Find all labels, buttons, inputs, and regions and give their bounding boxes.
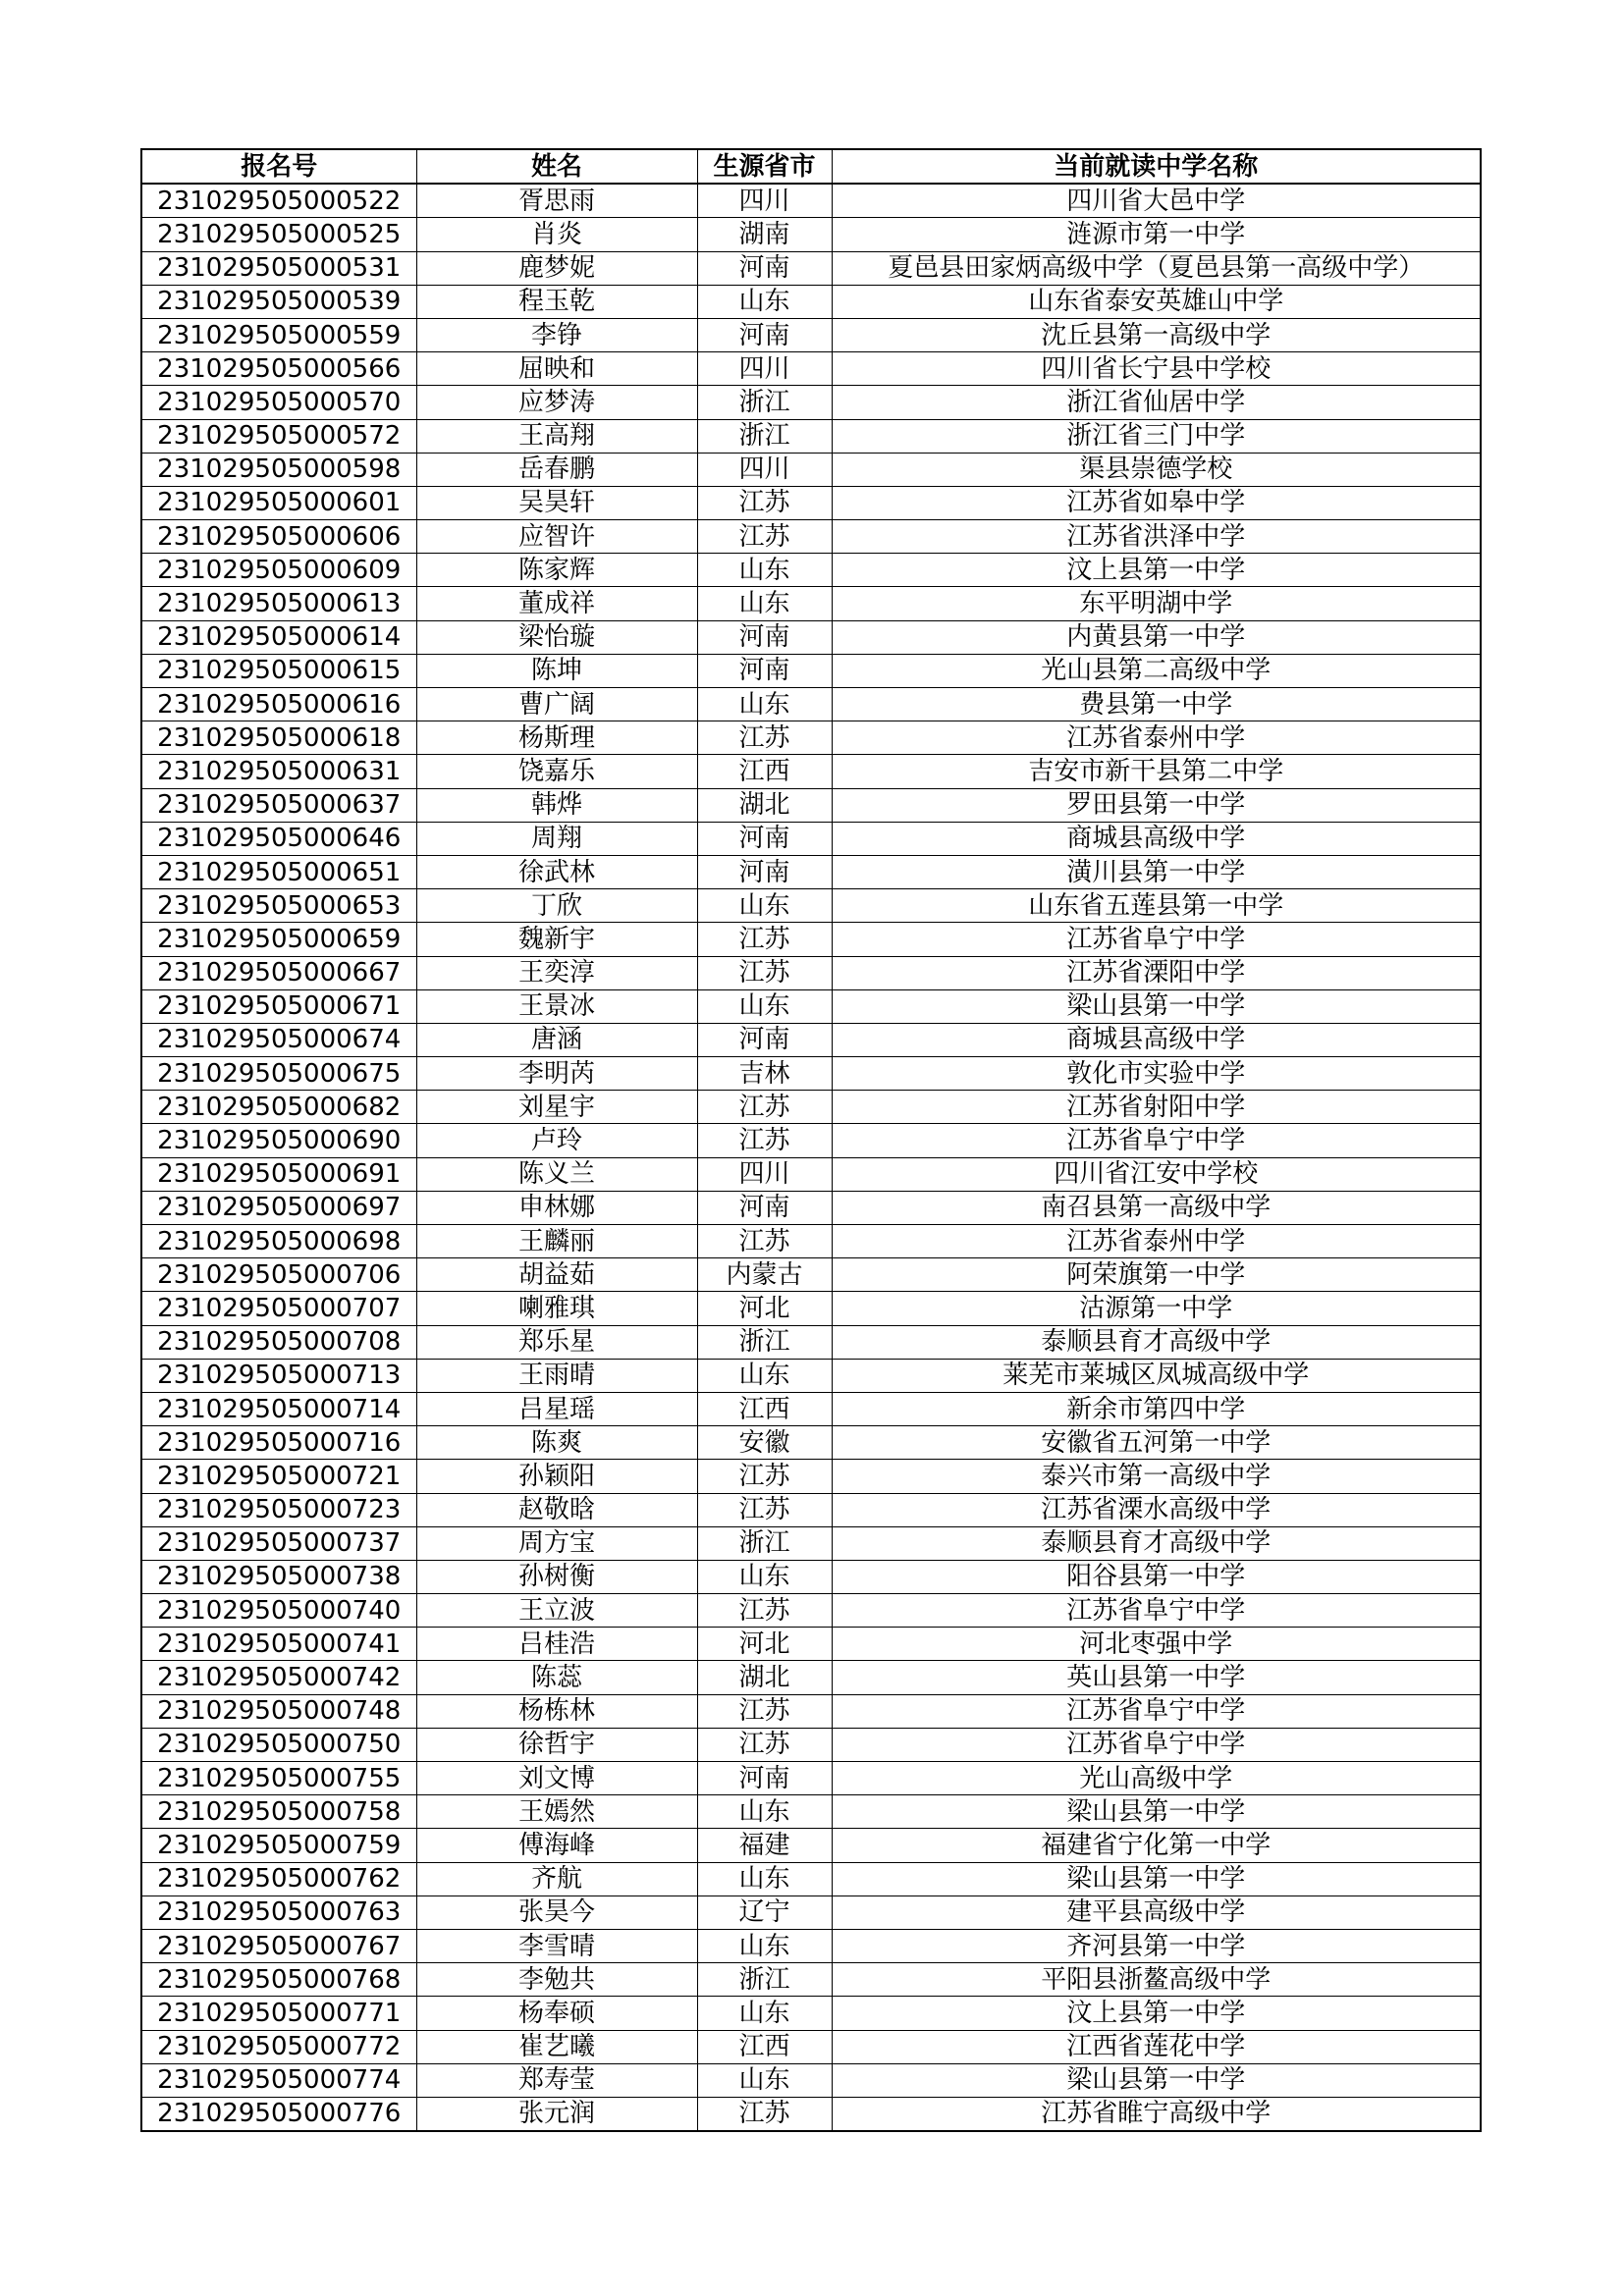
- province-cell: 江西: [697, 2030, 832, 2063]
- name-cell: 李明芮: [416, 1057, 697, 1091]
- name-cell: 傅海峰: [416, 1829, 697, 1862]
- province-cell: 河南: [697, 620, 832, 654]
- registration-number-cell: 231029505000771: [141, 1997, 416, 2030]
- school-cell: 梁山县第一中学: [832, 2063, 1481, 2097]
- table-row: [141, 822, 1481, 855]
- registration-number-cell: 231029505000659: [141, 923, 416, 956]
- name-cell: 郑乐星: [416, 1325, 697, 1359]
- table-row: [141, 1325, 1481, 1359]
- table-row: [141, 1225, 1481, 1258]
- name-cell: 王奕淳: [416, 956, 697, 989]
- name-cell: 卢玲: [416, 1124, 697, 1157]
- province-cell: 浙江: [697, 419, 832, 453]
- school-cell: 江苏省溧水高级中学: [832, 1493, 1481, 1526]
- name-cell: 孙颖阳: [416, 1460, 697, 1493]
- table-row: [141, 1661, 1481, 1694]
- registration-number-cell: 231029505000601: [141, 486, 416, 519]
- school-cell: 泰兴市第一高级中学: [832, 1460, 1481, 1493]
- name-cell: 张昊今: [416, 1896, 697, 1929]
- province-cell: 江苏: [697, 486, 832, 519]
- name-cell: 陈家辉: [416, 554, 697, 587]
- name-cell: 王立波: [416, 1594, 697, 1628]
- school-cell: 新余市第四中学: [832, 1392, 1481, 1425]
- header-name: 姓名: [416, 149, 697, 184]
- table-row: [141, 1862, 1481, 1896]
- registration-number-cell: 231029505000691: [141, 1157, 416, 1191]
- registration-number-cell: 231029505000566: [141, 352, 416, 386]
- registration-number-cell: 231029505000690: [141, 1124, 416, 1157]
- table-row: [141, 184, 1481, 218]
- registration-number-cell: 231029505000759: [141, 1829, 416, 1862]
- province-cell: 河南: [697, 654, 832, 687]
- school-cell: 潢川县第一中学: [832, 855, 1481, 888]
- school-cell: 莱芜市莱城区凤城高级中学: [832, 1359, 1481, 1392]
- name-cell: 王雨晴: [416, 1359, 697, 1392]
- province-cell: 河北: [697, 1292, 832, 1325]
- name-cell: 胥思雨: [416, 184, 697, 218]
- school-cell: 江苏省阜宁中学: [832, 1124, 1481, 1157]
- table-row: [141, 1258, 1481, 1292]
- school-cell: 江苏省阜宁中学: [832, 1728, 1481, 1761]
- school-cell: 泰顺县育才高级中学: [832, 1325, 1481, 1359]
- province-cell: 山东: [697, 2063, 832, 2097]
- school-cell: 梁山县第一中学: [832, 1862, 1481, 1896]
- name-cell: 陈蕊: [416, 1661, 697, 1694]
- province-cell: 江苏: [697, 1493, 832, 1526]
- table-row: [141, 1057, 1481, 1091]
- name-cell: 徐哲宇: [416, 1728, 697, 1761]
- table-row: [141, 453, 1481, 486]
- school-cell: 阳谷县第一中学: [832, 1560, 1481, 1593]
- school-cell: 渠县崇德学校: [832, 453, 1481, 486]
- table-row: [141, 1795, 1481, 1829]
- table-row: [141, 1023, 1481, 1056]
- name-cell: 陈坤: [416, 654, 697, 687]
- school-cell: 吉安市新干县第二中学: [832, 755, 1481, 788]
- school-cell: 沽源第一中学: [832, 1292, 1481, 1325]
- province-cell: 江苏: [697, 1225, 832, 1258]
- table-row: [141, 251, 1481, 285]
- table-row: [141, 1526, 1481, 1560]
- table-row: [141, 386, 1481, 419]
- province-cell: 山东: [697, 285, 832, 318]
- name-cell: 王嫣然: [416, 1795, 697, 1829]
- registration-number-cell: 231029505000572: [141, 419, 416, 453]
- table-body: [141, 184, 1481, 2131]
- school-cell: 江苏省溧阳中学: [832, 956, 1481, 989]
- school-cell: 内黄县第一中学: [832, 620, 1481, 654]
- name-cell: 郑寿莹: [416, 2063, 697, 2097]
- province-cell: 山东: [697, 554, 832, 587]
- name-cell: 梁怡璇: [416, 620, 697, 654]
- province-cell: 江苏: [697, 721, 832, 755]
- school-cell: 涟源市第一中学: [832, 218, 1481, 251]
- name-cell: 曹广阔: [416, 688, 697, 721]
- school-cell: 江苏省阜宁中学: [832, 1694, 1481, 1728]
- school-cell: 平阳县浙鳌高级中学: [832, 1963, 1481, 1997]
- name-cell: 陈爽: [416, 1426, 697, 1460]
- registration-number-cell: 231029505000615: [141, 654, 416, 687]
- province-cell: 河南: [697, 318, 832, 351]
- registration-number-cell: 231029505000525: [141, 218, 416, 251]
- school-cell: 商城县高级中学: [832, 822, 1481, 855]
- table-row: [141, 1829, 1481, 1862]
- province-cell: 四川: [697, 1157, 832, 1191]
- registration-number-cell: 231029505000762: [141, 1862, 416, 1896]
- school-cell: 山东省五莲县第一中学: [832, 889, 1481, 923]
- table-row: [141, 688, 1481, 721]
- school-cell: 江苏省如皋中学: [832, 486, 1481, 519]
- header-registration-number: 报名号: [141, 149, 416, 184]
- school-cell: 阿荣旗第一中学: [832, 1258, 1481, 1292]
- registration-number-cell: 231029505000618: [141, 721, 416, 755]
- school-cell: 英山县第一中学: [832, 1661, 1481, 1694]
- school-cell: 安徽省五河第一中学: [832, 1426, 1481, 1460]
- school-cell: 四川省大邑中学: [832, 184, 1481, 218]
- school-cell: 建平县高级中学: [832, 1896, 1481, 1929]
- province-cell: 山东: [697, 1795, 832, 1829]
- name-cell: 李铮: [416, 318, 697, 351]
- province-cell: 江苏: [697, 1091, 832, 1124]
- province-cell: 湖北: [697, 788, 832, 822]
- table-row: [141, 554, 1481, 587]
- registration-number-cell: 231029505000748: [141, 1694, 416, 1728]
- school-cell: 梁山县第一中学: [832, 1795, 1481, 1829]
- province-cell: 河南: [697, 822, 832, 855]
- applicant-table: [140, 148, 1482, 2132]
- name-cell: 周方宝: [416, 1526, 697, 1560]
- province-cell: 山东: [697, 587, 832, 620]
- school-cell: 福建省宁化第一中学: [832, 1829, 1481, 1862]
- registration-number-cell: 231029505000740: [141, 1594, 416, 1628]
- registration-number-cell: 231029505000570: [141, 386, 416, 419]
- province-cell: 山东: [697, 889, 832, 923]
- table-row: [141, 1426, 1481, 1460]
- table-row: [141, 1157, 1481, 1191]
- table-row: [141, 1594, 1481, 1628]
- province-cell: 浙江: [697, 1963, 832, 1997]
- name-cell: 丁欣: [416, 889, 697, 923]
- province-cell: 浙江: [697, 1325, 832, 1359]
- registration-number-cell: 231029505000721: [141, 1460, 416, 1493]
- province-cell: 江西: [697, 755, 832, 788]
- school-cell: 江西省莲花中学: [832, 2030, 1481, 2063]
- province-cell: 河南: [697, 251, 832, 285]
- province-cell: 河南: [697, 1023, 832, 1056]
- school-cell: 江苏省睢宁高级中学: [832, 2097, 1481, 2131]
- table-row: [141, 788, 1481, 822]
- table-row: [141, 923, 1481, 956]
- registration-number-cell: 231029505000539: [141, 285, 416, 318]
- school-cell: 光山高级中学: [832, 1762, 1481, 1795]
- table-row: [141, 218, 1481, 251]
- table-row: [141, 318, 1481, 351]
- registration-number-cell: 231029505000742: [141, 1661, 416, 1694]
- school-cell: 沈丘县第一高级中学: [832, 318, 1481, 351]
- registration-number-cell: 231029505000609: [141, 554, 416, 587]
- province-cell: 安徽: [697, 1426, 832, 1460]
- province-cell: 河南: [697, 855, 832, 888]
- school-cell: 江苏省射阳中学: [832, 1091, 1481, 1124]
- table-row: [141, 2030, 1481, 2063]
- name-cell: 张元润: [416, 2097, 697, 2131]
- name-cell: 陈义兰: [416, 1157, 697, 1191]
- school-cell: 齐河县第一中学: [832, 1929, 1481, 1962]
- province-cell: 吉林: [697, 1057, 832, 1091]
- name-cell: 李勉共: [416, 1963, 697, 1997]
- province-cell: 山东: [697, 989, 832, 1023]
- registration-number-cell: 231029505000763: [141, 1896, 416, 1929]
- province-cell: 湖南: [697, 218, 832, 251]
- registration-number-cell: 231029505000713: [141, 1359, 416, 1392]
- name-cell: 申林娜: [416, 1191, 697, 1224]
- table-row: [141, 1191, 1481, 1224]
- province-cell: 江苏: [697, 923, 832, 956]
- name-cell: 魏新宇: [416, 923, 697, 956]
- header-province: 生源省市: [697, 149, 832, 184]
- province-cell: 江苏: [697, 1694, 832, 1728]
- table-row: [141, 419, 1481, 453]
- registration-number-cell: 231029505000714: [141, 1392, 416, 1425]
- school-cell: 光山县第二高级中学: [832, 654, 1481, 687]
- province-cell: 内蒙古: [697, 1258, 832, 1292]
- school-cell: 敦化市实验中学: [832, 1057, 1481, 1091]
- name-cell: 王景冰: [416, 989, 697, 1023]
- registration-number-cell: 231029505000772: [141, 2030, 416, 2063]
- province-cell: 四川: [697, 453, 832, 486]
- name-cell: 吕桂浩: [416, 1628, 697, 1661]
- table-row: [141, 2063, 1481, 2097]
- name-cell: 屈映和: [416, 352, 697, 386]
- school-cell: 浙江省仙居中学: [832, 386, 1481, 419]
- name-cell: 鹿梦妮: [416, 251, 697, 285]
- table-row: [141, 956, 1481, 989]
- province-cell: 河南: [697, 1191, 832, 1224]
- name-cell: 刘文博: [416, 1762, 697, 1795]
- registration-number-cell: 231029505000671: [141, 989, 416, 1023]
- table-row: [141, 1292, 1481, 1325]
- province-cell: 山东: [697, 1929, 832, 1962]
- name-cell: 王麟丽: [416, 1225, 697, 1258]
- name-cell: 应梦涛: [416, 386, 697, 419]
- registration-number-cell: 231029505000653: [141, 889, 416, 923]
- table-row: [141, 520, 1481, 554]
- province-cell: 江苏: [697, 2097, 832, 2131]
- school-cell: 泰顺县育才高级中学: [832, 1526, 1481, 1560]
- school-cell: 汶上县第一中学: [832, 554, 1481, 587]
- registration-number-cell: 231029505000522: [141, 184, 416, 218]
- school-cell: 河北枣强中学: [832, 1628, 1481, 1661]
- registration-number-cell: 231029505000774: [141, 2063, 416, 2097]
- table-row: [141, 1728, 1481, 1761]
- table-row: [141, 1493, 1481, 1526]
- school-cell: 浙江省三门中学: [832, 419, 1481, 453]
- province-cell: 浙江: [697, 386, 832, 419]
- registration-number-cell: 231029505000646: [141, 822, 416, 855]
- table-row: [141, 486, 1481, 519]
- registration-number-cell: 231029505000737: [141, 1526, 416, 1560]
- registration-number-cell: 231029505000716: [141, 1426, 416, 1460]
- province-cell: 河北: [697, 1628, 832, 1661]
- table-header: [141, 149, 1481, 184]
- name-cell: 肖炎: [416, 218, 697, 251]
- header-school: 当前就读中学名称: [832, 149, 1481, 184]
- registration-number-cell: 231029505000698: [141, 1225, 416, 1258]
- registration-number-cell: 231029505000675: [141, 1057, 416, 1091]
- table-row: [141, 755, 1481, 788]
- province-cell: 江苏: [697, 1124, 832, 1157]
- province-cell: 江苏: [697, 1594, 832, 1628]
- name-cell: 杨奉硕: [416, 1997, 697, 2030]
- province-cell: 辽宁: [697, 1896, 832, 1929]
- table-row: [141, 1359, 1481, 1392]
- province-cell: 湖北: [697, 1661, 832, 1694]
- school-cell: 南召县第一高级中学: [832, 1191, 1481, 1224]
- school-cell: 费县第一中学: [832, 688, 1481, 721]
- table-row: [141, 1392, 1481, 1425]
- table-row: [141, 1124, 1481, 1157]
- table-row: [141, 587, 1481, 620]
- registration-number-cell: 231029505000598: [141, 453, 416, 486]
- name-cell: 王高翔: [416, 419, 697, 453]
- table-row: [141, 1997, 1481, 2030]
- registration-number-cell: 231029505000738: [141, 1560, 416, 1593]
- province-cell: 河南: [697, 1762, 832, 1795]
- name-cell: 杨斯理: [416, 721, 697, 755]
- registration-number-cell: 231029505000706: [141, 1258, 416, 1292]
- name-cell: 周翔: [416, 822, 697, 855]
- province-cell: 山东: [697, 688, 832, 721]
- registration-number-cell: 231029505000667: [141, 956, 416, 989]
- name-cell: 胡益茹: [416, 1258, 697, 1292]
- province-cell: 山东: [697, 1359, 832, 1392]
- registration-number-cell: 231029505000682: [141, 1091, 416, 1124]
- registration-number-cell: 231029505000674: [141, 1023, 416, 1056]
- name-cell: 饶嘉乐: [416, 755, 697, 788]
- name-cell: 孙树衡: [416, 1560, 697, 1593]
- province-cell: 福建: [697, 1829, 832, 1862]
- registration-number-cell: 231029505000559: [141, 318, 416, 351]
- table-row: [141, 1628, 1481, 1661]
- table-row: [141, 2097, 1481, 2131]
- province-cell: 山东: [697, 1997, 832, 2030]
- table-row: [141, 1460, 1481, 1493]
- table-row: [141, 352, 1481, 386]
- name-cell: 董成祥: [416, 587, 697, 620]
- school-cell: 江苏省阜宁中学: [832, 1594, 1481, 1628]
- school-cell: 江苏省泰州中学: [832, 1225, 1481, 1258]
- province-cell: 江苏: [697, 1728, 832, 1761]
- name-cell: 唐涵: [416, 1023, 697, 1056]
- registration-number-cell: 231029505000723: [141, 1493, 416, 1526]
- name-cell: 韩烨: [416, 788, 697, 822]
- table-row: [141, 285, 1481, 318]
- province-cell: 江苏: [697, 520, 832, 554]
- school-cell: 四川省长宁县中学校: [832, 352, 1481, 386]
- school-cell: 夏邑县田家炳高级中学（夏邑县第一高级中学）: [832, 251, 1481, 285]
- registration-number-cell: 231029505000606: [141, 520, 416, 554]
- province-cell: 江西: [697, 1392, 832, 1425]
- province-cell: 山东: [697, 1560, 832, 1593]
- registration-number-cell: 231029505000637: [141, 788, 416, 822]
- table-row: [141, 1929, 1481, 1962]
- school-cell: 山东省泰安英雄山中学: [832, 285, 1481, 318]
- school-cell: 汶上县第一中学: [832, 1997, 1481, 2030]
- name-cell: 刘星宇: [416, 1091, 697, 1124]
- table-row: [141, 1896, 1481, 1929]
- school-cell: 梁山县第一中学: [832, 989, 1481, 1023]
- name-cell: 李雪晴: [416, 1929, 697, 1962]
- registration-number-cell: 231029505000651: [141, 855, 416, 888]
- registration-number-cell: 231029505000767: [141, 1929, 416, 1962]
- table-row: [141, 889, 1481, 923]
- province-cell: 浙江: [697, 1526, 832, 1560]
- province-cell: 四川: [697, 184, 832, 218]
- registration-number-cell: 231029505000758: [141, 1795, 416, 1829]
- table-row: [141, 721, 1481, 755]
- school-cell: 东平明湖中学: [832, 587, 1481, 620]
- table-row: [141, 1091, 1481, 1124]
- province-cell: 山东: [697, 1862, 832, 1896]
- registration-number-cell: 231029505000741: [141, 1628, 416, 1661]
- school-cell: 罗田县第一中学: [832, 788, 1481, 822]
- registration-number-cell: 231029505000616: [141, 688, 416, 721]
- registration-number-cell: 231029505000631: [141, 755, 416, 788]
- school-cell: 四川省江安中学校: [832, 1157, 1481, 1191]
- registration-number-cell: 231029505000707: [141, 1292, 416, 1325]
- table-row: [141, 989, 1481, 1023]
- table-row: [141, 1694, 1481, 1728]
- name-cell: 喇雅琪: [416, 1292, 697, 1325]
- registration-number-cell: 231029505000750: [141, 1728, 416, 1761]
- table-row: [141, 620, 1481, 654]
- province-cell: 江苏: [697, 1460, 832, 1493]
- province-cell: 四川: [697, 352, 832, 386]
- table-row: [141, 654, 1481, 687]
- registration-number-cell: 231029505000613: [141, 587, 416, 620]
- name-cell: 徐武林: [416, 855, 697, 888]
- school-cell: 江苏省洪泽中学: [832, 520, 1481, 554]
- name-cell: 程玉乾: [416, 285, 697, 318]
- registration-number-cell: 231029505000708: [141, 1325, 416, 1359]
- school-cell: 江苏省阜宁中学: [832, 923, 1481, 956]
- registration-number-cell: 231029505000776: [141, 2097, 416, 2131]
- name-cell: 吕星瑶: [416, 1392, 697, 1425]
- table-row: [141, 855, 1481, 888]
- registration-number-cell: 231029505000697: [141, 1191, 416, 1224]
- table-row: [141, 1762, 1481, 1795]
- header-row: [141, 149, 1481, 184]
- name-cell: 杨栋林: [416, 1694, 697, 1728]
- registration-number-cell: 231029505000755: [141, 1762, 416, 1795]
- name-cell: 岳春鹏: [416, 453, 697, 486]
- name-cell: 赵敬晗: [416, 1493, 697, 1526]
- registration-number-cell: 231029505000614: [141, 620, 416, 654]
- school-cell: 商城县高级中学: [832, 1023, 1481, 1056]
- name-cell: 应智许: [416, 520, 697, 554]
- name-cell: 吴昊轩: [416, 486, 697, 519]
- school-cell: 江苏省泰州中学: [832, 721, 1481, 755]
- table-row: [141, 1560, 1481, 1593]
- registration-number-cell: 231029505000768: [141, 1963, 416, 1997]
- name-cell: 齐航: [416, 1862, 697, 1896]
- province-cell: 江苏: [697, 956, 832, 989]
- name-cell: 崔艺曦: [416, 2030, 697, 2063]
- table-row: [141, 1963, 1481, 1997]
- registration-number-cell: 231029505000531: [141, 251, 416, 285]
